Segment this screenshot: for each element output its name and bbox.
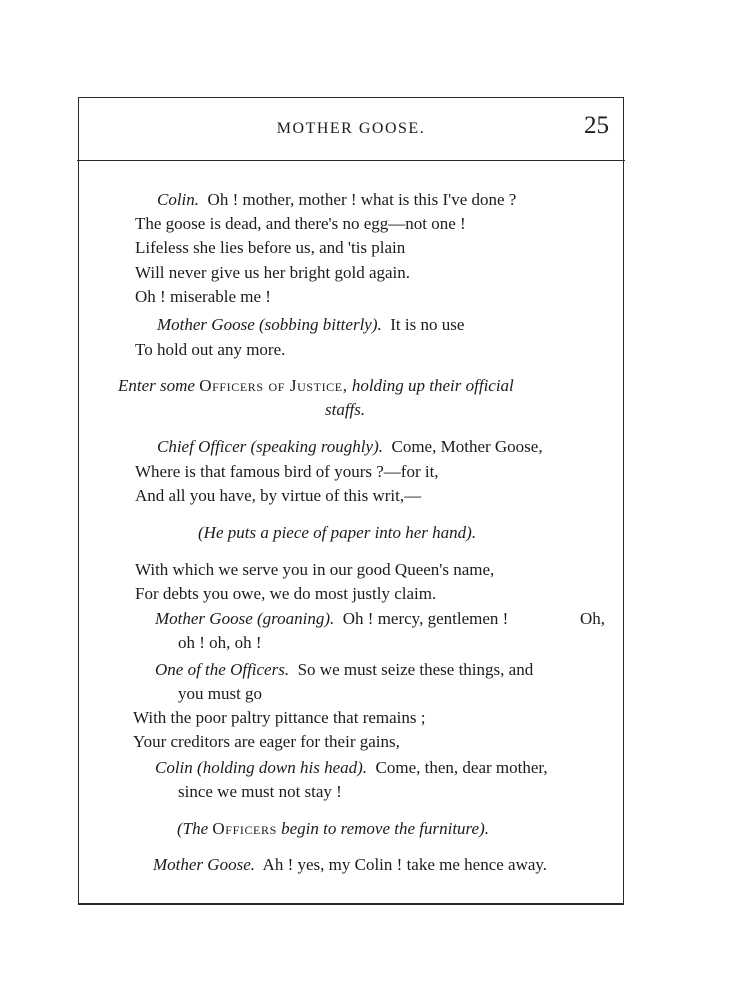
verse-text: Oh ! mother, mother ! what is this I've done ? bbox=[207, 190, 517, 209]
verse-line: Where is that famous bird of yours ?—for it, bbox=[135, 462, 439, 481]
verse-line: oh ! oh, oh ! bbox=[178, 633, 262, 652]
verse-line: Oh ! miserable me ! bbox=[135, 287, 271, 306]
verse-text: It is no use bbox=[390, 315, 465, 334]
verse-text: So we must seize these things, and bbox=[297, 660, 534, 679]
verse-line: To hold out any more. bbox=[135, 340, 286, 359]
speaker-name: Colin (holding down his head). bbox=[155, 758, 368, 777]
verse-text: Oh ! mercy, gentlemen ! bbox=[342, 609, 509, 628]
speaker-name: Mother Goose (sobbing bitterly). bbox=[157, 315, 382, 334]
verse-line: Lifeless she lies before us, and 'tis plain bbox=[135, 238, 406, 257]
verse-line bbox=[157, 436, 543, 458]
speaker-name: Mother Goose (groaning). bbox=[155, 609, 335, 628]
speaker-name: Colin. bbox=[157, 190, 200, 209]
stage-text: begin to remove the furniture). bbox=[281, 819, 489, 838]
verse-text: Come, then, dear mother, bbox=[375, 758, 548, 777]
verse-line bbox=[157, 314, 464, 336]
verse-line: since we must not stay ! bbox=[178, 782, 342, 801]
verse-line: And all you have, by virtue of this writ,— bbox=[135, 486, 422, 505]
stage-direction bbox=[177, 818, 489, 840]
speaker-name: Mother Goose. bbox=[153, 855, 255, 874]
verse-line: With the poor paltry pittance that remains ; bbox=[133, 708, 426, 727]
stage-caps: Officers bbox=[212, 819, 277, 838]
stage-caps: Officers of Justice, bbox=[199, 376, 348, 395]
stage-direction bbox=[118, 375, 514, 397]
stage-text: Enter some bbox=[118, 376, 195, 395]
stage-text: holding up their official bbox=[351, 376, 514, 395]
verse-line: Will never give us her bright gold again. bbox=[135, 263, 411, 282]
verse-line bbox=[155, 659, 533, 681]
verse-line bbox=[155, 608, 508, 630]
stage-text: (The bbox=[177, 819, 209, 838]
verse-line: Oh, bbox=[580, 609, 606, 628]
verse-line bbox=[155, 757, 548, 779]
verse-line: For debts you owe, we do most justly claim. bbox=[135, 584, 437, 603]
running-header: MOTHER GOOSE. bbox=[276, 120, 426, 137]
verse-line bbox=[153, 854, 547, 876]
speaker-name: One of the Officers. bbox=[155, 660, 290, 679]
verse-line bbox=[157, 189, 516, 211]
verse-line: Your creditors are eager for their gains, bbox=[133, 732, 400, 751]
verse-line: With which we serve you in our good Queen's name, bbox=[135, 560, 495, 579]
stage-direction: staffs. bbox=[325, 400, 366, 419]
verse-line: you must go bbox=[178, 684, 263, 703]
verse-line: The goose is dead, and there's no egg—not one ! bbox=[135, 214, 466, 233]
verse-text: Ah ! yes, my Colin ! take me hence away. bbox=[262, 855, 548, 874]
verse-text: Come, Mother Goose, bbox=[391, 437, 543, 456]
speaker-name: Chief Officer (speaking roughly). bbox=[157, 437, 383, 456]
stage-direction: (He puts a piece of paper into her hand). bbox=[198, 523, 477, 542]
page-number: 25 bbox=[584, 112, 609, 139]
header-rule bbox=[77, 160, 625, 161]
